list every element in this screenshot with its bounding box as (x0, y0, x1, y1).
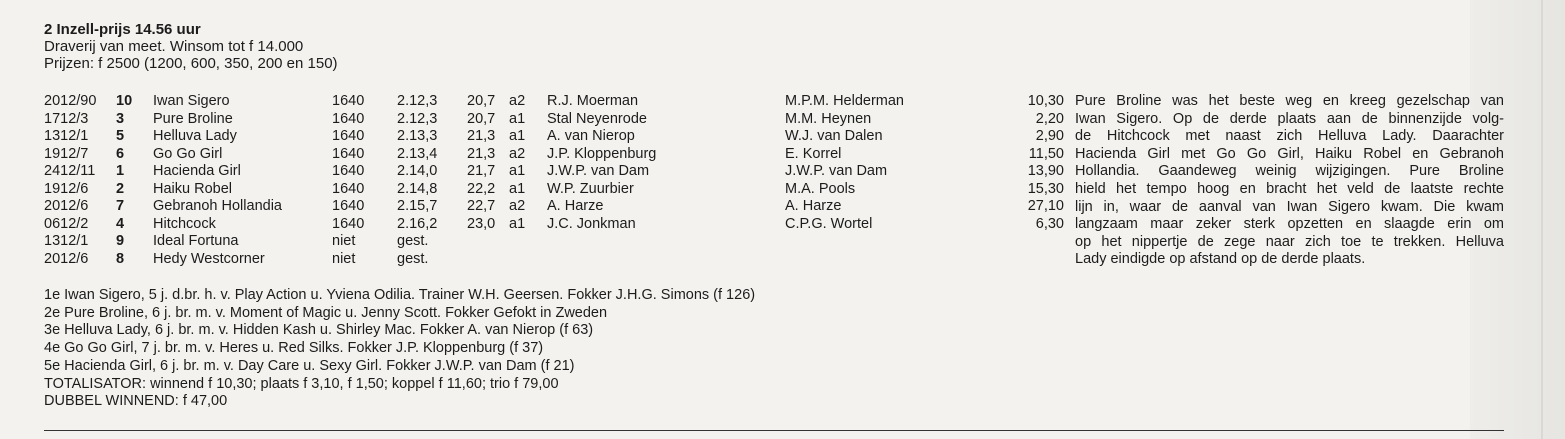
race-report (1075, 93, 1504, 269)
km-time: 22,2 (467, 180, 496, 197)
distance: 1640 (332, 93, 365, 109)
result-code: 2012/6 (44, 198, 89, 214)
result-code: 1712/3 (44, 110, 89, 127)
finish-time: 2.12,3 (397, 110, 438, 127)
start-number: 9 (116, 233, 125, 249)
horse-name: Haiku Robel (153, 180, 232, 197)
start-position: a1 (509, 110, 526, 127)
km-time: 21,3 (467, 145, 496, 162)
report-line: Hacienda Girl met Go Go Girl, Haiku Robel en Gebranoh (1075, 145, 1504, 162)
result-code: 0612/2 (44, 215, 89, 232)
result-row (44, 128, 1064, 146)
odds: 2,20 (1035, 110, 1064, 127)
divider-line (44, 430, 1504, 431)
driver-name: A. Harze (785, 198, 842, 214)
odds: 2,90 (1035, 128, 1064, 144)
distance: 1640 (332, 110, 365, 127)
odds: 6,30 (1035, 215, 1064, 232)
distance: niet (332, 250, 356, 267)
owner-name: J.W.P. van Dam (547, 163, 650, 179)
start-number: 6 (116, 145, 125, 162)
km-time: 21,7 (467, 163, 496, 179)
result-row (44, 163, 1064, 181)
driver-name: M.M. Heynen (785, 110, 872, 127)
race-title: 2 Inzell-prijs 14.56 uur (44, 21, 201, 38)
start-position: a1 (509, 180, 526, 197)
horse-name: Hitchcock (153, 215, 216, 232)
result-row (44, 111, 1064, 129)
finish-time: 2.14,0 (397, 163, 438, 179)
result-row (44, 216, 1064, 234)
race-conditions: Draverij van meet. Winsom tot f 14.000 (44, 38, 304, 55)
finish-time: 2.13,3 (397, 128, 438, 144)
result-row (44, 233, 1064, 251)
start-position: a2 (509, 145, 526, 162)
driver-name: M.P.M. Helderman (785, 93, 904, 109)
odds: 10,30 (1027, 93, 1064, 109)
detail-line: 5e Hacienda Girl, 6 j. br. m. v. Day Care u. Sexy Girl. Fokker J.W.P. van Dam (f 21) (44, 357, 575, 374)
start-number: 3 (116, 110, 125, 127)
driver-name: E. Korrel (785, 145, 842, 162)
report-line: op het nippertje de zege naar zich toe te trekken. Helluva (1075, 233, 1504, 250)
horse-name: Hedy Westcorner (153, 250, 265, 267)
horse-name: Hacienda Girl (153, 163, 241, 179)
start-number: 5 (116, 128, 125, 144)
detail-line: 3e Helluva Lady, 6 j. br. m. v. Hidden Kash u. Shirley Mac. Fokker A. van Nierop (f 63) (44, 322, 594, 339)
detail-line: DUBBEL WINNEND: f 47,00 (44, 393, 228, 410)
race-prizes: Prijzen: f 2500 (1200, 600, 350, 200 en 150) (44, 55, 338, 72)
distance: niet (332, 233, 356, 249)
driver-name: W.J. van Dalen (785, 128, 883, 144)
start-position: a2 (509, 198, 526, 214)
detail-line: 1e Iwan Sigero, 5 j. d.br. h. v. Play Action u. Yviena Odilia. Trainer W.H. Geersen. Fokker J.H.G. Simons (f 126) (44, 287, 756, 303)
distance: 1640 (332, 128, 365, 144)
start-number: 10 (116, 93, 133, 109)
result-row (44, 181, 1064, 199)
result-row (44, 93, 1064, 111)
horse-name: Pure Broline (153, 110, 233, 127)
owner-name: W.P. Zuurbier (547, 180, 634, 197)
report-line: hield het tempo hoog en bracht het veld de laatste rechte (1075, 180, 1504, 197)
finish-time: gest. (397, 250, 429, 267)
odds: 13,90 (1027, 163, 1064, 179)
km-time: 22,7 (467, 198, 496, 214)
result-code: 1312/1 (44, 128, 89, 144)
start-position: a1 (509, 128, 526, 144)
detail-line: TOTALISATOR: winnend f 10,30; plaats f 3,10, f 1,50; koppel f 11,60; trio f 79,00 (44, 375, 559, 392)
horse-name: Gebranoh Hollandia (153, 198, 282, 214)
distance: 1640 (332, 180, 365, 197)
distance: 1640 (332, 163, 365, 179)
start-number: 2 (116, 180, 125, 197)
odds: 15,30 (1027, 180, 1064, 197)
horse-name: Iwan Sigero (153, 93, 230, 109)
owner-name: A. Harze (547, 198, 604, 214)
winner-details (44, 287, 755, 411)
report-line: Iwan Sigero. Op de derde plaats aan de binnenzijde volg- (1075, 110, 1504, 127)
result-code: 2012/6 (44, 250, 89, 267)
owner-name: J.P. Kloppenburg (547, 145, 657, 162)
result-row (44, 251, 1064, 269)
finish-time: gest. (397, 233, 429, 249)
report-line: Pure Broline was het beste weg en kreeg gezelschap van (1075, 93, 1504, 109)
odds: 11,50 (1028, 145, 1064, 162)
km-time: 20,7 (467, 93, 496, 109)
owner-name: A. van Nierop (547, 128, 635, 144)
start-number: 7 (116, 198, 125, 214)
page-fold (1541, 0, 1543, 439)
finish-time: 2.12,3 (397, 93, 438, 109)
result-code: 2412/11 (44, 163, 96, 179)
km-time: 23,0 (467, 215, 496, 232)
report-line: lijn in, waar de aanval van Iwan Sigero kwam. Die kwam (1075, 198, 1504, 215)
start-position: a2 (509, 93, 526, 109)
start-number: 8 (116, 250, 125, 267)
distance: 1640 (332, 215, 365, 232)
finish-time: 2.15,7 (397, 198, 438, 214)
start-number: 4 (116, 215, 125, 232)
km-time: 20,7 (467, 110, 496, 127)
race-article (44, 21, 1504, 410)
report-line: de Hitchcock met naast zich Helluva Lady. Daarachter (1075, 128, 1504, 145)
start-position: a1 (509, 163, 526, 179)
result-code: 1912/6 (44, 180, 89, 197)
result-row (44, 146, 1064, 164)
report-line: Hollandia. Gaandeweg weinig wijzigingen. Pure Broline (1075, 163, 1504, 180)
owner-name: R.J. Moerman (547, 93, 639, 109)
finish-time: 2.16,2 (397, 215, 438, 232)
distance: 1640 (332, 198, 365, 214)
report-line: langzaam maar zeker sterk opzetten en slaagde erin om (1075, 216, 1504, 233)
owner-name: J.C. Jonkman (547, 215, 636, 232)
detail-line: 2e Pure Broline, 6 j. br. m. v. Moment of Magic u. Jenny Scott. Fokker Gefokt in Zweden (44, 304, 608, 321)
horse-name: Ideal Fortuna (153, 233, 239, 249)
km-time: 21,3 (467, 128, 496, 144)
finish-time: 2.13,4 (397, 145, 438, 162)
horse-name: Go Go Girl (153, 145, 223, 162)
detail-line: 4e Go Go Girl, 7 j. br. m. v. Heres u. Red Silks. Fokker J.P. Kloppenburg (f 37) (44, 340, 544, 357)
driver-name: M.A. Pools (785, 180, 856, 197)
results-table (44, 93, 1064, 268)
result-code: 1312/1 (44, 233, 89, 249)
driver-name: C.P.G. Wortel (785, 215, 873, 232)
result-code: 2012/90 (44, 93, 97, 109)
start-number: 1 (116, 163, 125, 179)
result-code: 1912/7 (44, 145, 89, 162)
odds: 27,10 (1027, 198, 1064, 214)
report-line: Lady eindigde op afstand op de derde plaats. (1075, 251, 1366, 268)
owner-name: Stal Neyenrode (547, 110, 647, 127)
horse-name: Helluva Lady (153, 128, 237, 144)
finish-time: 2.14,8 (397, 180, 438, 197)
distance: 1640 (332, 145, 365, 162)
driver-name: J.W.P. van Dam (785, 163, 888, 179)
start-position: a1 (509, 215, 526, 232)
result-row (44, 198, 1064, 216)
